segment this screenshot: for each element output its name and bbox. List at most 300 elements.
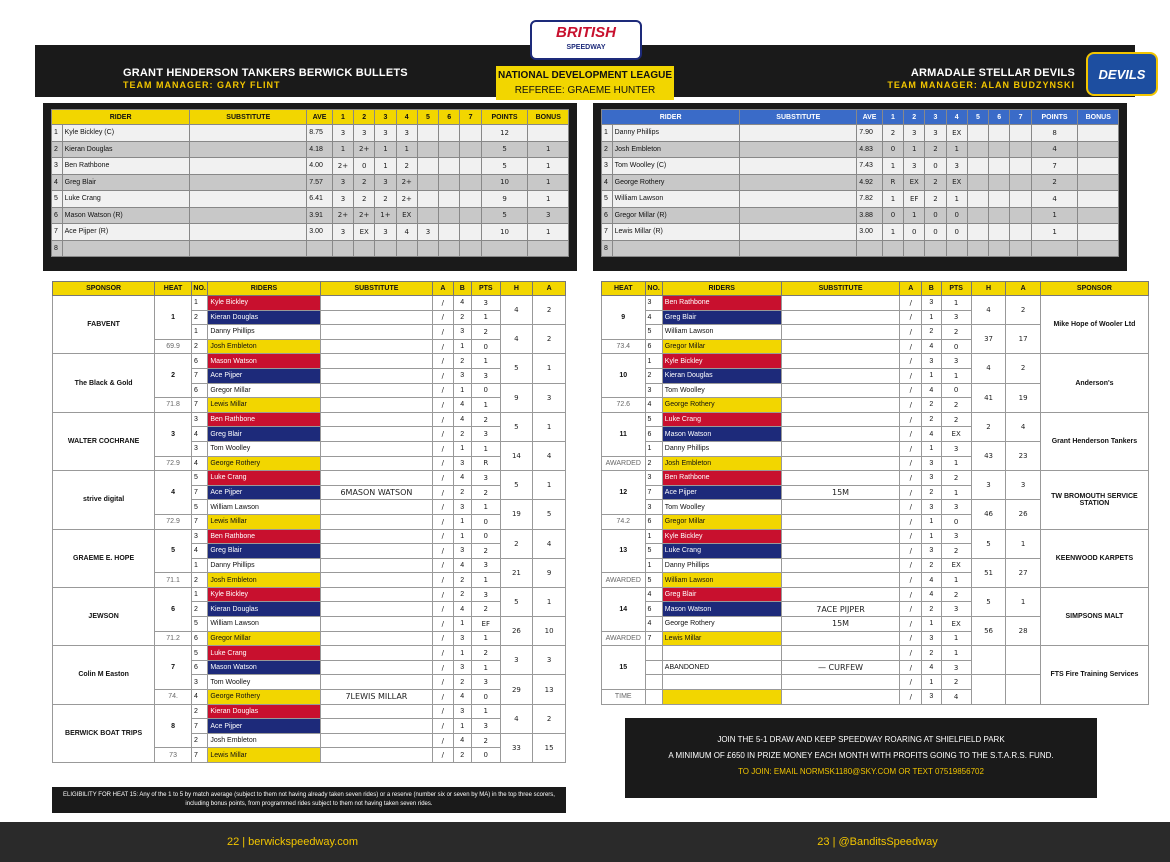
- rider-points: 5: [481, 158, 528, 175]
- heat-score: [967, 125, 988, 142]
- rider-average: 7.43: [857, 158, 883, 175]
- gate-b: 3: [453, 544, 471, 559]
- gate-a: /: [900, 354, 922, 369]
- away-score: 28: [1006, 617, 1041, 646]
- gate-a: /: [433, 339, 453, 354]
- col-header: A: [900, 282, 922, 296]
- substitute: [320, 602, 432, 617]
- heat-score: [417, 174, 438, 191]
- gate-number: 6: [645, 339, 662, 354]
- heat-score: [354, 240, 375, 257]
- rider-name: Kyle Bickley (C): [62, 125, 190, 142]
- rider-bonus: [528, 240, 569, 257]
- substitute: [320, 587, 432, 602]
- substitute: [190, 158, 307, 175]
- points: 3: [941, 529, 971, 544]
- rider-name: William Lawson: [612, 191, 740, 208]
- gate-a: /: [900, 383, 922, 398]
- points: 2: [941, 675, 971, 690]
- col-header: B: [453, 282, 471, 296]
- col-header: HEAT: [602, 282, 646, 296]
- gate-number: 2: [191, 310, 207, 325]
- home-score: [971, 675, 1006, 704]
- away-score: 15: [533, 733, 566, 762]
- gate-b: 3: [453, 325, 471, 340]
- points: 0: [471, 748, 500, 763]
- gate-a: /: [433, 748, 453, 763]
- gate-a: /: [433, 704, 453, 719]
- gate-number: 3: [191, 441, 207, 456]
- substitute: [781, 368, 900, 383]
- heat-score: 1: [375, 141, 396, 158]
- rider-name: Greg Blair: [662, 310, 781, 325]
- rider-bonus: 1: [528, 191, 569, 208]
- rider-name: Josh Embleton: [208, 573, 320, 588]
- substitute: 7LEWIS MILLAR: [320, 690, 432, 705]
- gate-number: 1: [191, 587, 207, 602]
- gate-b: 3: [922, 456, 941, 471]
- points: 2: [941, 587, 971, 602]
- gate-a: /: [433, 544, 453, 559]
- rider-number: 4: [602, 174, 613, 191]
- gate-a: /: [433, 675, 453, 690]
- rider-points: 8: [1031, 125, 1078, 142]
- rider-name: William Lawson: [208, 617, 320, 632]
- col-header: AVE: [307, 110, 333, 125]
- points: 2: [471, 646, 500, 661]
- heat-score: EX: [396, 207, 417, 224]
- heat-row: [602, 529, 1149, 544]
- points: 1: [471, 354, 500, 369]
- gate-number: 3: [191, 529, 207, 544]
- col-header: RIDERS: [208, 282, 320, 296]
- col-header: SUBSTITUTE: [781, 282, 900, 296]
- heat-row: [602, 646, 1149, 661]
- rider-name: Danny Phillips: [208, 325, 320, 340]
- col-header: H: [971, 282, 1006, 296]
- heat-score: 3: [332, 224, 353, 241]
- home-score: 37: [971, 325, 1006, 354]
- heat-number: 6: [155, 587, 192, 631]
- heat-score: [396, 240, 417, 257]
- gate-number: 1: [645, 529, 662, 544]
- heat-score: 2+: [354, 141, 375, 158]
- heat-score: [967, 158, 988, 175]
- heat-score: 3: [396, 125, 417, 142]
- gate-number: 1: [191, 325, 207, 340]
- gate-number: 3: [645, 500, 662, 515]
- rider-name: [62, 240, 190, 257]
- heat-number: 4: [155, 471, 192, 515]
- home-score: 19: [500, 500, 533, 529]
- gate-a: /: [900, 485, 922, 500]
- heat-score: 1+: [375, 207, 396, 224]
- promo-line: A MINIMUM OF £650 IN PRIZE MONEY EACH MONTH WITH PROFITS GOING TO THE S.T.A.R.S. FUND.: [668, 751, 1054, 760]
- rider-name: Luke Crang: [662, 544, 781, 559]
- rider-name: Gregor Millar: [662, 514, 781, 529]
- rider-name: Gregor Millar (R): [612, 207, 740, 224]
- rider-bonus: 1: [528, 224, 569, 241]
- gate-a: /: [433, 587, 453, 602]
- rider-bonus: [1078, 141, 1119, 158]
- heat-score: 0: [882, 141, 903, 158]
- gate-number: 5: [645, 325, 662, 340]
- rider-points: 7: [1031, 158, 1078, 175]
- gate-a: /: [433, 558, 453, 573]
- col-header: 2: [354, 110, 375, 125]
- substitute: [781, 398, 900, 413]
- points: 3: [471, 296, 500, 311]
- substitute: [320, 617, 432, 632]
- rider-name: Gregor Millar: [208, 631, 320, 646]
- heat-time: 71.8: [155, 398, 192, 413]
- heat-row: [53, 471, 566, 486]
- substitute: [781, 296, 900, 311]
- rider-average: 8.75: [307, 125, 333, 142]
- col-header: PTS: [941, 282, 971, 296]
- col-header: A: [1006, 282, 1041, 296]
- gate-b: 3: [453, 500, 471, 515]
- gate-b: 2: [922, 558, 941, 573]
- sponsor: GRAEME E. HOPE: [53, 529, 155, 587]
- gate-a: /: [433, 573, 453, 588]
- rider-name: George Rothery: [662, 617, 781, 632]
- heat-score: [989, 240, 1010, 257]
- rider-points: 1: [1031, 207, 1078, 224]
- rider-average: 7.90: [857, 125, 883, 142]
- heat-number: 8: [155, 704, 192, 748]
- heat-score: 1: [882, 191, 903, 208]
- rider-name: ABANDONED: [662, 660, 781, 675]
- heat-number: 2: [155, 354, 192, 398]
- rider-name: Ben Rathbone: [208, 529, 320, 544]
- rider-name: Tom Woolley: [208, 675, 320, 690]
- gate-number: 4: [191, 690, 207, 705]
- gate-b: 3: [453, 660, 471, 675]
- rider-name: William Lawson: [208, 500, 320, 515]
- heat-score: R: [882, 174, 903, 191]
- away-score: [1006, 646, 1041, 675]
- substitute: [320, 310, 432, 325]
- points: 2: [471, 485, 500, 500]
- col-header: 6: [439, 110, 460, 125]
- rider-bonus: [1078, 240, 1119, 257]
- rider-name: [662, 646, 781, 661]
- rider-average: [857, 240, 883, 257]
- gate-number: 7: [191, 514, 207, 529]
- substitute: [781, 646, 900, 661]
- gate-a: /: [900, 573, 922, 588]
- rider-average: 3.88: [857, 207, 883, 224]
- heat-score: 0: [946, 224, 967, 241]
- away-score: 26: [1006, 500, 1041, 529]
- col-header: 6: [989, 110, 1010, 125]
- rider-name: George Rothery: [662, 398, 781, 413]
- rider-points: 4: [1031, 191, 1078, 208]
- rider-bonus: 1: [528, 141, 569, 158]
- gate-b: 4: [453, 398, 471, 413]
- gate-b: 4: [453, 296, 471, 311]
- points: 2: [471, 733, 500, 748]
- heat-time: 72.6: [602, 398, 646, 413]
- substitute: [781, 631, 900, 646]
- heat-score: [417, 158, 438, 175]
- rider-name: Tom Woolley: [208, 441, 320, 456]
- heat-row: [53, 704, 566, 719]
- away-score: 2: [533, 704, 566, 733]
- points: 3: [471, 368, 500, 383]
- gate-number: [645, 660, 662, 675]
- col-header: 7: [1010, 110, 1031, 125]
- rider-name: Greg Blair: [208, 544, 320, 559]
- home-score: [971, 646, 1006, 675]
- gate-b: 2: [453, 587, 471, 602]
- col-header: RIDER: [52, 110, 190, 125]
- heat-time: AWARDED: [602, 456, 646, 471]
- points: 3: [471, 719, 500, 734]
- heat-score: 1: [396, 141, 417, 158]
- points: 2: [941, 412, 971, 427]
- heat-time: 73: [155, 748, 192, 763]
- gate-a: /: [433, 500, 453, 515]
- gate-number: 6: [191, 354, 207, 369]
- rider-name: [662, 675, 781, 690]
- home-score: 33: [500, 733, 533, 762]
- gate-a: /: [900, 602, 922, 617]
- substitute: — CURFEW: [781, 660, 900, 675]
- substitute: [320, 514, 432, 529]
- rider-name: [662, 690, 781, 705]
- gate-b: 3: [453, 456, 471, 471]
- substitute: [781, 441, 900, 456]
- heat-time: 72.9: [155, 514, 192, 529]
- rider-number: 8: [52, 240, 63, 257]
- col-header: 7: [460, 110, 481, 125]
- points: 1: [941, 631, 971, 646]
- sponsor: strive digital: [53, 471, 155, 529]
- col-header: PTS: [471, 282, 500, 296]
- gate-a: /: [433, 719, 453, 734]
- gate-number: 2: [645, 456, 662, 471]
- points: 0: [471, 529, 500, 544]
- heat-score: 1: [882, 158, 903, 175]
- points: 0: [471, 514, 500, 529]
- away-score: 1: [1006, 587, 1041, 616]
- rider-number: 7: [602, 224, 613, 241]
- gate-a: /: [433, 310, 453, 325]
- substitute: [740, 224, 857, 241]
- points: 1: [941, 485, 971, 500]
- heat-number: 11: [602, 412, 646, 456]
- substitute: [320, 660, 432, 675]
- col-header: H: [500, 282, 533, 296]
- gate-number: 5: [191, 617, 207, 632]
- rider-number: 7: [52, 224, 63, 241]
- points: 0: [471, 339, 500, 354]
- rider-name: Kieran Douglas: [62, 141, 190, 158]
- rider-number: 5: [602, 191, 613, 208]
- home-score: 3: [971, 471, 1006, 500]
- substitute: [781, 354, 900, 369]
- points: 2: [941, 325, 971, 340]
- gate-number: 4: [645, 310, 662, 325]
- gate-b: 3: [453, 704, 471, 719]
- heat-score: [967, 141, 988, 158]
- points: 3: [471, 427, 500, 442]
- rider-average: 4.83: [857, 141, 883, 158]
- rider-average: 7.57: [307, 174, 333, 191]
- gate-a: /: [433, 383, 453, 398]
- heat-score: 2: [925, 191, 946, 208]
- gate-a: /: [433, 456, 453, 471]
- heat-score: 3: [332, 174, 353, 191]
- rider-row: [52, 158, 569, 175]
- substitute: 7ACE PIJPER: [781, 602, 900, 617]
- right-page: [585, 0, 1170, 862]
- rider-number: 2: [52, 141, 63, 158]
- home-score: 4: [971, 354, 1006, 383]
- gate-b: 1: [922, 441, 941, 456]
- gate-a: /: [900, 631, 922, 646]
- substitute: [320, 339, 432, 354]
- gate-b: 1: [453, 441, 471, 456]
- rider-number: 5: [52, 191, 63, 208]
- points: 4: [941, 690, 971, 705]
- away-score: 2: [1006, 296, 1041, 325]
- gate-b: 3: [922, 471, 941, 486]
- gate-b: 1: [922, 368, 941, 383]
- rider-points: 1: [1031, 224, 1078, 241]
- heat-time: 72.9: [155, 456, 192, 471]
- heat-row: [602, 412, 1149, 427]
- substitute: [320, 325, 432, 340]
- gate-number: 1: [645, 354, 662, 369]
- gate-b: 1: [922, 310, 941, 325]
- promo-line: JOIN THE 5-1 DRAW AND KEEP SPEEDWAY ROARING AT SHIELFIELD PARK: [717, 735, 1005, 744]
- away-score: 3: [533, 646, 566, 675]
- heat-row: [53, 646, 566, 661]
- rider-name: Ben Rathbone: [208, 412, 320, 427]
- gate-b: 3: [922, 544, 941, 559]
- heat-number: 7: [155, 646, 192, 690]
- away-score: 9: [533, 558, 566, 587]
- rider-row: [602, 240, 1119, 257]
- gate-number: 7: [191, 368, 207, 383]
- substitute: [320, 675, 432, 690]
- away-score: 1: [533, 354, 566, 383]
- heat-score: [989, 158, 1010, 175]
- gate-b: 2: [453, 573, 471, 588]
- heat-score: [1010, 240, 1031, 257]
- heat-score: 0: [882, 207, 903, 224]
- rider-row: [52, 141, 569, 158]
- heat-score: [439, 191, 460, 208]
- rider-points: 10: [481, 174, 528, 191]
- home-score: 4: [500, 296, 533, 325]
- rider-number: 6: [602, 207, 613, 224]
- gate-b: 3: [922, 354, 941, 369]
- substitute: [320, 456, 432, 471]
- heat-row: [53, 529, 566, 544]
- promo-box: [625, 718, 1097, 798]
- gate-a: /: [900, 690, 922, 705]
- gate-number: 4: [191, 456, 207, 471]
- home-score: 56: [971, 617, 1006, 646]
- heat-score: [1010, 207, 1031, 224]
- substitute: [190, 125, 307, 142]
- gate-b: 4: [453, 733, 471, 748]
- heat-score: [460, 224, 481, 241]
- gate-a: /: [900, 660, 922, 675]
- home-score: 51: [971, 558, 1006, 587]
- points: 3: [941, 310, 971, 325]
- sponsor: JEWSON: [53, 587, 155, 645]
- points: 1: [471, 704, 500, 719]
- heat-score: 0: [946, 207, 967, 224]
- points: 3: [941, 441, 971, 456]
- col-header: POINTS: [481, 110, 528, 125]
- gate-a: /: [433, 733, 453, 748]
- home-score: 5: [500, 587, 533, 616]
- substitute: [320, 500, 432, 515]
- heat-number: 1: [155, 296, 192, 340]
- gate-number: 1: [645, 441, 662, 456]
- heat-score: [439, 240, 460, 257]
- heat-number: 5: [155, 529, 192, 573]
- rider-name: Danny Phillips: [208, 558, 320, 573]
- gate-a: /: [433, 485, 453, 500]
- points: 0: [941, 339, 971, 354]
- heat-score: [967, 224, 988, 241]
- substitute: [740, 174, 857, 191]
- heat-score: 1: [375, 158, 396, 175]
- away-score: 4: [533, 529, 566, 558]
- rider-name: William Lawson: [662, 573, 781, 588]
- heat-score: [904, 240, 925, 257]
- points: 3: [941, 660, 971, 675]
- home-score: 2: [971, 412, 1006, 441]
- gate-number: 5: [191, 500, 207, 515]
- heat-number: 9: [602, 296, 646, 340]
- points: 2: [471, 325, 500, 340]
- rider-name: Lewis Millar (R): [612, 224, 740, 241]
- league-box: [496, 66, 674, 100]
- rider-row: [602, 207, 1119, 224]
- gate-a: /: [900, 646, 922, 661]
- home-score: 5: [500, 354, 533, 383]
- heat-score: 0: [925, 224, 946, 241]
- heat-score: [989, 207, 1010, 224]
- gate-number: 6: [191, 631, 207, 646]
- home-score: 43: [971, 441, 1006, 470]
- gate-number: 6: [645, 602, 662, 617]
- heat-score: [460, 191, 481, 208]
- heat-row: [53, 354, 566, 369]
- sponsor: BERWICK BOAT TRIPS: [53, 704, 155, 762]
- substitute: 6MASON WATSON: [320, 485, 432, 500]
- rider-name: Luke Crang: [62, 191, 190, 208]
- heat-score: [925, 240, 946, 257]
- rider-name: Mason Watson (R): [62, 207, 190, 224]
- gate-a: /: [900, 412, 922, 427]
- points: 1: [471, 660, 500, 675]
- rider-average: 3.00: [307, 224, 333, 241]
- gate-number: 2: [191, 573, 207, 588]
- rider-row: [52, 174, 569, 191]
- col-header: POINTS: [1031, 110, 1078, 125]
- heat-score: [417, 240, 438, 257]
- rider-name: Tom Woolley (C): [612, 158, 740, 175]
